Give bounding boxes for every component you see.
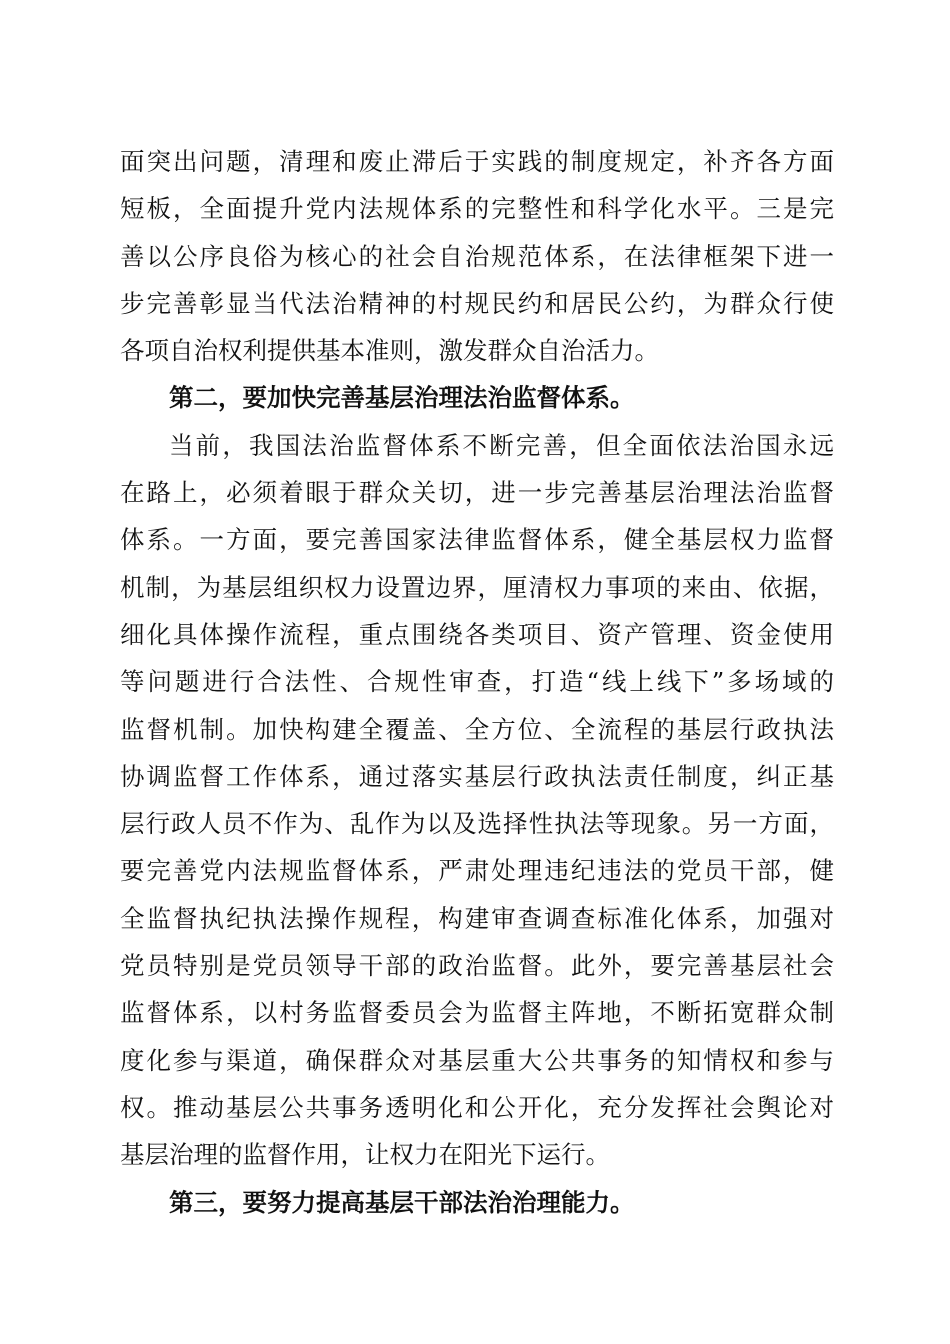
text-line: 在路上，必须着眼于群众关切，进一步完善基层治理法治监督 xyxy=(120,478,834,508)
text-line: 度化参与渠道，确保群众对基层重大公共事务的知情权和参与 xyxy=(120,1045,834,1075)
text-line: 各项自治权利提供基本准则，激发群众自治活力。 xyxy=(120,336,659,366)
paragraph-continuation xyxy=(120,138,834,374)
text-line: 全监督执纪执法操作规程，构建审查调查标准化体系，加强对 xyxy=(120,903,834,933)
text-line: 体系。一方面，要完善国家法律监督体系，健全基层权力监督 xyxy=(120,525,834,555)
text-line: 基层治理的监督作用，让权力在阳光下运行。 xyxy=(120,1140,610,1170)
text-line: 机制，为基层组织权力设置边界，厘清权力事项的来由、依据， xyxy=(120,572,834,602)
text-line: 短板，全面提升党内法规体系的完整性和科学化水平。三是完 xyxy=(120,194,834,224)
text-line: 监督机制。加快构建全覆盖、全方位、全流程的基层行政执法 xyxy=(120,714,834,744)
text-line: 善以公序良俗为核心的社会自治规范体系，在法律框架下进一 xyxy=(120,241,834,271)
text-line: 要完善党内法规监督体系，严肃处理违纪违法的党员干部，健 xyxy=(120,856,834,886)
text-line: 党员特别是党员领导干部的政治监督。此外，要完善基层社会 xyxy=(120,951,834,981)
text-line: 当前，我国法治监督体系不断完善，但全面依法治国永远 xyxy=(169,430,834,460)
text-line: 步完善彰显当代法治精神的村规民约和居民公约，为群众行使 xyxy=(120,288,834,318)
text-line: 层行政人员不作为、乱作为以及选择性执法等现象。另一方面， xyxy=(120,809,834,839)
text-line: 细化具体操作流程，重点围绕各类项目、资产管理、资金使用 xyxy=(120,619,834,649)
text-line: 监督体系，以村务监督委员会为监督主阵地，不断拓宽群众制 xyxy=(120,998,834,1028)
section-heading-second: 第二，要加快完善基层治理法治监督体系。 xyxy=(169,383,635,413)
text-line: 协调监督工作体系，通过落实基层行政执法责任制度，纠正基 xyxy=(120,761,834,791)
text-line: 权。推动基层公共事务透明化和公开化，充分发挥社会舆论对 xyxy=(120,1092,834,1122)
section-heading-third: 第三，要努力提高基层干部法治治理能力。 xyxy=(169,1187,635,1217)
document-body xyxy=(120,138,834,1226)
text-line: 等问题进行合法性、合规性审查，打造“线上线下”多场域的 xyxy=(120,667,834,697)
paragraph-supervision-system xyxy=(120,422,834,1179)
text-line: 面突出问题，清理和废止滞后于实践的制度规定，补齐各方面 xyxy=(120,147,834,176)
